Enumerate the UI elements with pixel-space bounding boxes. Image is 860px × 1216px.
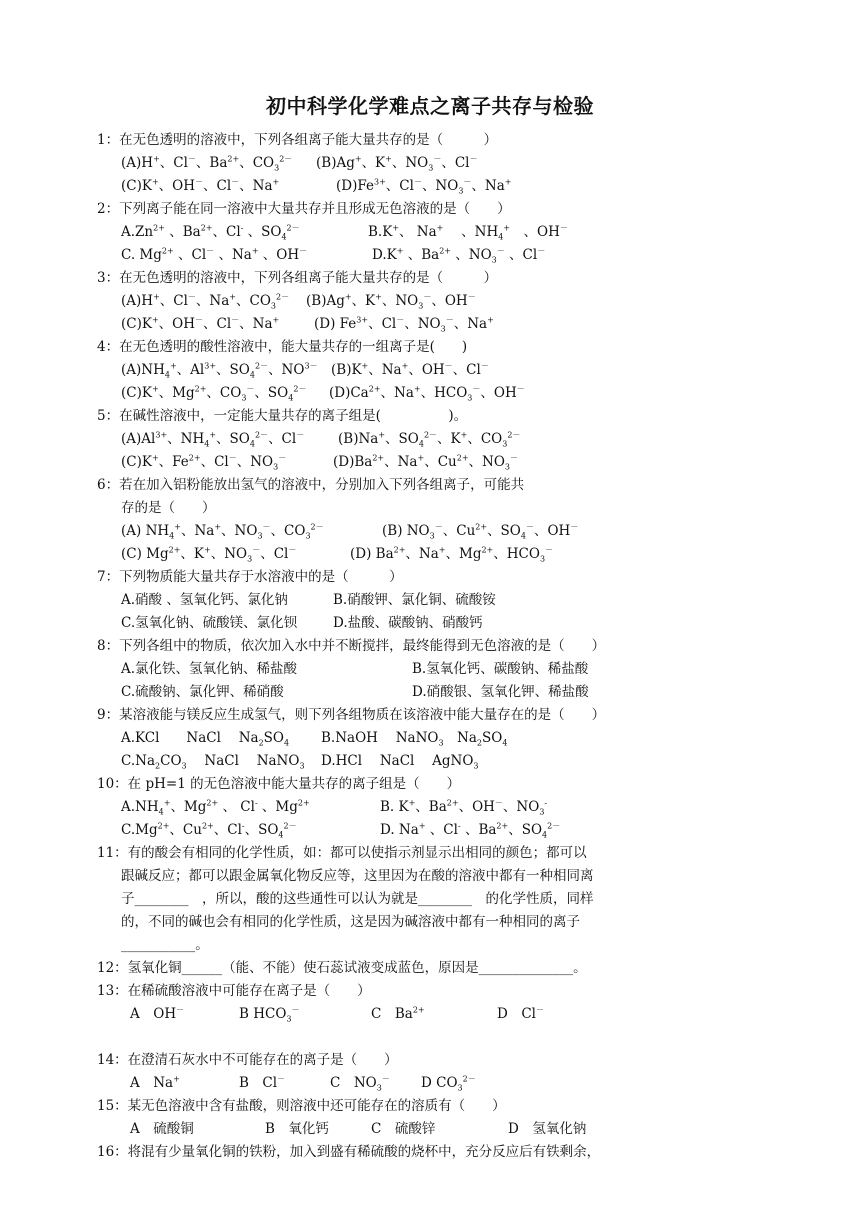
question-text: 7：下列物质能大量共存于水溶液中的是（ ） xyxy=(97,569,403,585)
answer-option: $(D)Ba^{2+}$、Na+、$Cu^{2+}$、$NO_3^-$ xyxy=(333,453,519,472)
answer-option: A.硝酸 、氢氧化钙、氯化钠 xyxy=(121,592,288,608)
question-text: 8：下列各组中的物质，依次加入水中并不断搅拌，最终能得到无色溶液的是（ ） xyxy=(97,638,606,654)
answer-option: (D) $Fe^{3+}$、Cl－、$NO_3^-$、Na+ xyxy=(314,315,494,334)
question-text: 1：在无色透明的溶液中，下列各组离子能大量共存的是（ ） xyxy=(97,132,498,148)
question-text: 4：在无色透明的酸性溶液中，能大量共存的一组离子是( ) xyxy=(97,339,468,355)
answer-option: (D) $Ba^{2+}$、Na+、$Mg^{2+}$、$HCO_3^-$ xyxy=(350,545,554,564)
answer-option: (C)K+、OH－、Cl－、Na+ xyxy=(121,315,280,332)
answer-option: D $CO_3^{2-}$ xyxy=(421,1074,476,1093)
answer-option: C 硫酸锌 xyxy=(371,1121,436,1137)
answer-option: A.KCl NaCl $Na_2SO_4$ xyxy=(121,730,290,748)
answer-option: A Na+ xyxy=(130,1074,180,1091)
answer-option: C.氢氧化钠、硫酸镁、氯化钡 xyxy=(121,615,298,631)
question-continuation: 子________ ，所以，酸的这些通性可以认为就是________ 的化学性质，同样 xyxy=(121,891,594,907)
question-text: 15：某无色溶液中含有盐酸，则溶液中还可能存在的溶质有（ ） xyxy=(97,1098,506,1114)
answer-option: (C)K+、OH－、Cl－、Na+ xyxy=(121,177,280,194)
question-text: 16：将混有少量氧化铜的铁粉，加入到盛有稀硫酸的烧杯中，充分反应后有铁剩余， xyxy=(97,1144,601,1160)
answer-option: A 硫酸铜 xyxy=(130,1121,194,1137)
question-text: 2：下列离子能在同一溶液中大量共存并且形成无色溶液的是（ ） xyxy=(97,201,511,217)
question-continuation: ___________。 xyxy=(121,937,209,953)
answer-option: D.K+ 、$Ba^{2+}$ 、$NO_3^-$ 、Cl－ xyxy=(372,246,546,265)
answer-option: (C)K+、$Fe^{2+}$、Cl－、$NO_3^-$ xyxy=(121,453,287,472)
answer-option: $C.Na_2CO_3$ NaCl NaNO$_3$ xyxy=(121,753,305,771)
answer-option: $(A)NH_4^+$、$Al^{3+}$、$SO_4^{2-}$、$NO^{3-}$ xyxy=(121,361,318,380)
answer-option: $C.Mg^{2+}$、$Cu^{2+}$、Cl-、$SO_4^{2-}$ xyxy=(121,821,297,840)
answer-option: B Cl－ xyxy=(239,1074,286,1091)
question-text: 11：有的酸会有相同的化学性质，如：都可以使指示剂显示出相同的颜色；都可以 xyxy=(97,845,587,861)
answer-option: B.氢氧化钙、碳酸钠、稀盐酸 xyxy=(412,661,589,677)
answer-option: (A) $NH_4^+$、Na+、$NO_3^-$、$CO_3^{2-}$ xyxy=(121,522,324,541)
question-text: 10：在 pH=1 的无色溶液中能大量共存的离子组是（ ） xyxy=(97,776,461,792)
answer-option: $(A)Al^{3+}$、$NH_4^+$、$SO_4^{2-}$、Cl－ xyxy=(121,430,305,449)
question-text: 14：在澄清石灰水中不可能存在的离子是（ ） xyxy=(97,1052,398,1068)
answer-option: B.K+、 Na+ 、$NH_4^+$ 、OH－ xyxy=(368,223,568,242)
answer-option: (B)Na+、$SO_4^{2-}$、K+、$CO_3^{2-}$ xyxy=(338,430,521,449)
question-text: 12：氢氧化铜______（能、不能）使石蕊试液变成蓝色，原因是______________。 xyxy=(97,960,587,976)
answer-option: D.盐酸、碳酸钠、硝酸钙 xyxy=(333,615,483,631)
answer-option: A OH－ xyxy=(130,1005,185,1022)
answer-option: A.氯化铁、氢氧化钠、稀盐酸 xyxy=(121,661,298,677)
answer-option: B. K+、$Ba^{2+}$、OH－、$NO_3^-$ xyxy=(380,798,548,817)
answer-option: B.硝酸钾、氯化铜、硫酸铵 xyxy=(333,592,496,608)
question-text: 13：在稀硫酸溶液中可能存在离子是（ ） xyxy=(97,983,371,999)
answer-option: (B) $NO_3^-$、$Cu^{2+}$、$SO_4^-$、OH－ xyxy=(382,522,579,541)
answer-option: $(D)Ca^{2+}$、Na+、$HCO_3^-$、OH－ xyxy=(329,384,525,403)
question-text: 9：某溶液能与镁反应生成氢气，则下列各组物质在该溶液中能大量存在的是（ ） xyxy=(97,707,606,723)
answer-option: D 氢氧化钠 xyxy=(508,1121,587,1137)
question-continuation: 的，不同的碱也会有相同的化学性质，这是因为碱溶液中都有一种相同的离子 xyxy=(121,914,580,930)
answer-option: D.HCl NaCl AgNO$_3$ xyxy=(321,753,479,771)
answer-option: C $NO_3^-$ xyxy=(330,1074,390,1093)
question-text: 5：在碱性溶液中，一定能大量共存的离子组是( )。 xyxy=(97,408,468,424)
question-text: 3：在无色透明的溶液中，下列各组离子能大量共存的是（ ） xyxy=(97,270,498,286)
answer-option: $A.NH_4^+$、$Mg^{2+}$ 、 Cl- 、$Mg^{2+}$ xyxy=(121,798,310,817)
page-title: 初中科学化学难点之离子共存与检验 xyxy=(266,94,594,118)
answer-option: $(D)Fe^{3+}$、Cl－、$NO_3^-$、Na+ xyxy=(336,177,512,196)
answer-option: B.NaOH NaNO$_3$ $Na_2SO_4$ xyxy=(321,730,508,748)
answer-option: (C) $Mg^{2+}$、K+、$NO_3^-$、Cl－ xyxy=(121,545,297,564)
question-continuation: 跟碱反应；都可以跟金属氧化物反应等，这里因为在酸的溶液中都有一种相同离 xyxy=(121,868,594,884)
answer-option: (B)K+、Na+、OH－、Cl－ xyxy=(331,361,489,378)
answer-option: (C)K+、$Mg^{2+}$、$CO_3^-$、$SO_4^{2-}$ xyxy=(121,384,307,403)
answer-option: (A)H+、Cl－、$Ba^{2+}$、$CO_3^{2-}$ xyxy=(121,154,293,173)
answer-option: B $HCO_3^-$ xyxy=(239,1005,300,1024)
answer-option: C. $Mg^{2+}$ 、Cl－ 、Na+ 、OH－ xyxy=(121,246,308,263)
answer-option: (A)H+、Cl－、Na+、$CO_3^{2-}$ xyxy=(121,292,290,311)
answer-option: C.硫酸钠、氯化钾、稀硝酸 xyxy=(121,684,284,700)
answer-option: B 氧化钙 xyxy=(265,1121,329,1137)
answer-option: $A.Zn^{2+}$ 、$Ba^{2+}$、Cl- 、$SO_4^{2-}$ xyxy=(121,223,300,242)
question-text: 6：若在加入铝粉能放出氢气的溶液中，分别加入下列各组离子，可能共 xyxy=(97,477,525,493)
answer-option: D.硝酸银、氢氧化钾、稀盐酸 xyxy=(412,684,589,700)
answer-option: (B)Ag+、K+、$NO_3^-$、OH－ xyxy=(306,292,476,311)
answer-option: (B)Ag+、K+、$NO_3^-$、Cl－ xyxy=(316,154,478,173)
answer-option: D Cl－ xyxy=(497,1005,544,1022)
answer-option: D. Na+ 、Cl- 、$Ba^{2+}$、$SO_4^{2-}$ xyxy=(380,821,561,840)
answer-option: C $Ba^{2+}$ xyxy=(371,1005,425,1022)
question-continuation: 存的是（ ） xyxy=(121,500,216,516)
